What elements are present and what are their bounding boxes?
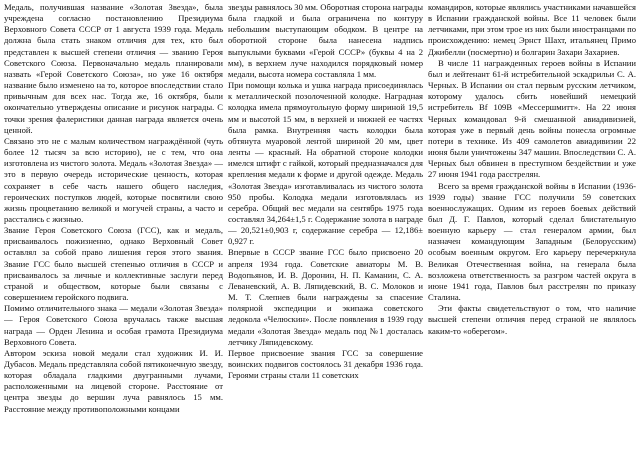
paragraph: Эти факты свидетельствуют о том, что наличие высшей степени отличия перед страной не являлось каким-то «оберегом». (428, 303, 636, 336)
paragraph: Автором эскиза новой медали стал художник И. И. Дубасов. Медаль представляла собой пятиконечную звезду, которая обладала гладкими двугранными лучами, расположенными на лицевой стороне. Расстояние от центра звезды до вершин луча равнялось 15 мм. Расстояние между противоположными концами (4, 347, 223, 414)
text-column-2 (228, 2, 423, 452)
paragraph: Впервые в СССР звание ГСС было присвоено 20 апреля 1934 года. Советские авиаторы М. В. Водопьянов, И. В. Доронин, Н. П. Каманин, С. А. Леваневский, А. В. Ляпидевский, В. С. Молоков и М. Т. Слепнев были награждены за спасение полярной экспедиции и экипажа советского ледокола «Челюскин». После появления в 1939 году медали «Золотая Звезда» медаль под №1 досталась летчику Ляпидевскому. (228, 247, 423, 347)
paragraph: Связано это не с малым количеством награждённой (чуть более 12 тысяч за всю историю), не с тем, что она изготовлена из чистого золота. Медаль «Золотая Звезда» — это в первую очередь исторические ценность, которая сохраняет в себе часть нашего общего наследия, героических поступков людей, которые посвятили свою жизнь процветанию великой и могучей страны, а часто и расстались с жизнью. (4, 135, 223, 224)
paragraph: звезды равнялось 30 мм. Оборотная сторона награды была гладкой и была ограничена по контуру небольшим выступающим ободком. В центре на оборотной стороне была нанесена надпись выпуклыми буквами «Герой СССР» (буквы 4 на 2 мм), в верхнем луче находился порядковый номер медали, высота номера составляла 1 мм. (228, 2, 423, 79)
paragraph: командиров, которые являлись участниками начавшейся в Испании гражданской войны. Все 11 человек были летчиками, при этом трое из них были иностранцами по происхождению: немец Эрнст Шахт, итальянец Примо Джибелли (посмертно) и болгарин Захари Захариев. (428, 2, 636, 57)
text-column-1 (4, 2, 223, 452)
paragraph: Звание Героя Советского Союза (ГСС), как и медаль, присваивалось пожизненно, однако Верховный Совет оставлял за собой право лишения героя этого звания. Звание ГСС было высшей степенью отличия в СССР и присваивалось за личные и коллективные заслуги перед страной и обществом, которые были связаны с совершением геройского подвига. (4, 225, 223, 303)
paragraph: В числе 11 награжденных героев войны в Испании был и лейтенант 61-й истребительной эскадрильи С. А. Черных. В Испании он стал первым русским летчиком, которому удалось сбить новейший немецкий истребитель Bf 109B «Мессершмитт». На 22 июня Черных командовал 9-й смешанной авиадивизией, которая уже в первый день войны понесла огромные потери в технике. Из 409 самолетов авиадивизии 22 июня были уничтожены 347 машин. Впоследствии С. А. Черных был обвинен в преступном бездействии и уже 27 июня 1941 года расстрелян. (428, 57, 636, 180)
paragraph: Первое присвоение звания ГСС за совершение воинских подвигов состоялось 31 декабря 1936 года. Героями страны стали 11 советских (228, 347, 423, 381)
text-column-3 (428, 2, 636, 452)
paragraph: При помощи колька и ушка награда присоединялась к металлической позолоченной колодке. Наградная колодка имела прямоугольную форму шириной 19,5 мм и высотой 15 мм, в верхней и нижней ее частях была рамка. Внутренняя часть колодки была обтянута муаровой лентой шириной 20 мм, цвет ленты — красный. На обратной стороне колодки имелся штифт с гайкой, который предназначался для крепления медали к форме и другой одежде. Медаль «Золотая Звезда» изготавливалась из чистого золота 950 пробы. Колодка медали изготовлялась из серебра. Общий вес медали на сентябрь 1975 года составлял 34,264±1,5 г. Содержание золота в награде — 20,521±0,903 г, содержание серебра — 12,186± 0,927 г. (228, 80, 423, 247)
paragraph: Медаль, получившая название «Золотая Звезда», была учреждена согласно постановлению Президиума Верховного Совета СССР от 1 августа 1939 года. Медаль должна была стать знаком отличия для тех, кто был представлен к высшей степени отличия — званию Героя Советского Союза. Первоначально медаль планировали назвать «Герой Советского Союза», но уже 16 октября название было изменено на то, которое впоследствии стало привычным для всех нас. Тогда же, 16 октября, были окончательно утверждены описание и рисунок награды. С точки зрения фалеристики данная награда является очень ценной. (4, 2, 223, 135)
paragraph: Всего за время гражданской войны в Испании (1936-1939 годы) звание ГСС получили 59 советских военнослужащих. Одним из героев боевых действий был Д. Г. Павлов, который сделал блистательную военную карьеру — стал генералом армии, был назначен командующим Западным (Белорусским) особым военным округом. Его карьеру перечеркнула Великая Отечественная война, на генерала была возложена ответственность за разгром частей округа в июне 1941 года, Павлов был расстрелян по приказу Сталина. (428, 180, 636, 303)
paragraph: Помимо отличительного знака — медали «Золотая Звезда» — Героя Советского Союза вручалась также высшая награда — Орден Ленина и особая грамота Президиума Верховного Совета. (4, 303, 223, 347)
